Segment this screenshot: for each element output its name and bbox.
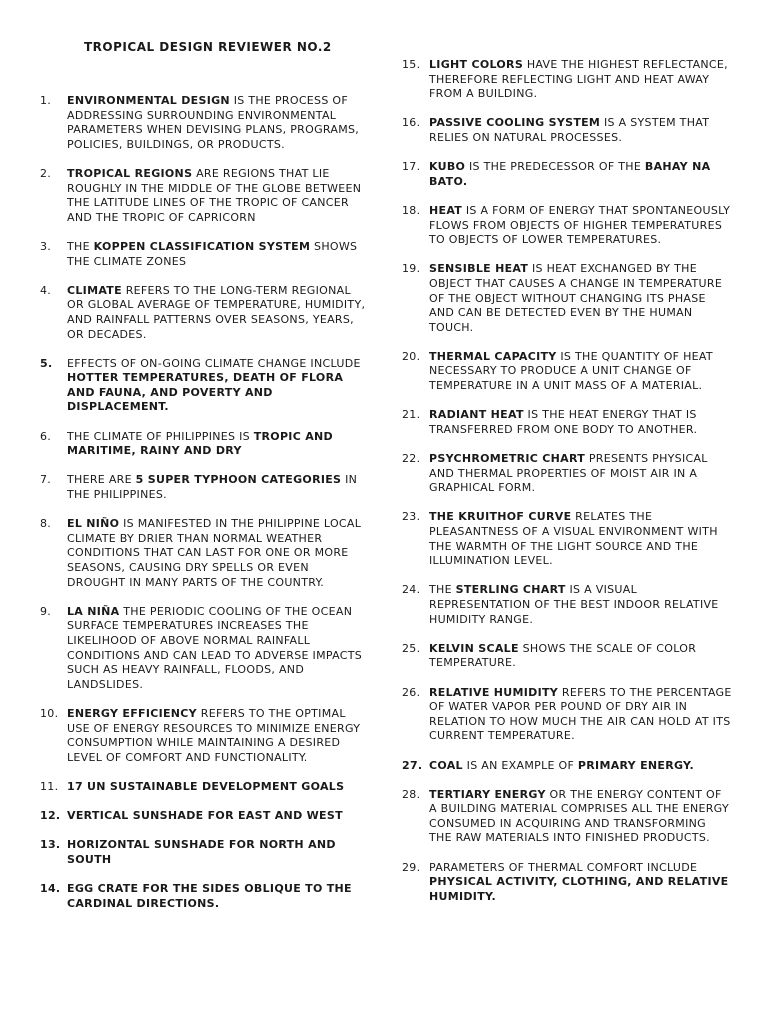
item-desc: IS MANIFESTED IN THE PHILIPPINE LOCAL CLIMATE BY DRIER THAN NORMAL WEATHER CONDITIONS THAT CAN LAST FOR ONE OR MORE SEASONS, CAUSING DRY SPELLS OR EVEN DROUGHT IN MANY PARTS OF THE COUNTRY. (67, 517, 362, 589)
list-item (402, 583, 732, 627)
item-text (67, 167, 370, 225)
item-text (67, 94, 370, 152)
item-term: LIGHT COLORS (429, 58, 524, 71)
item-term: PASSIVE COOLING SYSTEM (429, 116, 601, 130)
item-number: 6. (40, 429, 52, 443)
list-item (402, 686, 732, 744)
item-text (67, 809, 370, 824)
item-number: 3. (40, 239, 52, 253)
item-term: KELVIN SCALE (429, 641, 519, 655)
item-term: EGG CRATE FOR THE SIDES OBLIQUE TO THE CARDINAL DIRECTIONS. (67, 882, 352, 910)
list-item (40, 517, 370, 590)
list-item (40, 167, 370, 225)
list-item (402, 58, 732, 102)
item-number: 28. (402, 787, 421, 801)
list-item (40, 284, 370, 342)
item-desc: REFERS TO THE PERCENTAGE OF WATER VAPOR PER POUND OF DRY AIR IN RELATION TO HOW MUCH THE AIR CAN HOLD AT ITS CURRENT TEMPERATURE. (429, 685, 732, 743)
item-text (429, 642, 732, 671)
item-number: 8. (40, 517, 52, 531)
item-text (67, 605, 370, 693)
item-term: RADIANT HEAT (429, 408, 524, 422)
item-number: 22. (402, 452, 421, 466)
item-number: 11. (40, 779, 59, 793)
list-item (402, 759, 732, 774)
item-number: 5. (40, 356, 53, 370)
item-text (67, 780, 370, 795)
list-item (40, 882, 370, 911)
list-item (402, 350, 732, 394)
item-desc: IS AN EXAMPLE OF (462, 758, 578, 772)
item-term: LA NIÑA (67, 604, 120, 618)
item-text (429, 686, 732, 744)
item-text (429, 116, 732, 145)
item-number: 27. (402, 758, 423, 772)
list-item (40, 838, 370, 867)
item-pre: EFFECTS OF ON-GOING CLIMATE CHANGE INCLUDE (67, 356, 361, 370)
item-text (67, 357, 370, 415)
item-number: 23. (402, 510, 421, 524)
item-desc: SHOWS THE CLIMATE ZONES (67, 239, 358, 268)
item-term: PHYSICAL ACTIVITY, CLOTHING, AND RELATIVE HUMIDITY. (429, 875, 729, 903)
item-desc: IS HEAT EXCHANGED BY THE OBJECT THAT CAUSES A CHANGE IN TEMPERATURE OF THE OBJECT WITHOUT CHANGING ITS PHASE AND CAN BE DETECTED EVEN BY THE HUMAN TOUCH. (429, 262, 723, 334)
item-pre: THERE ARE (67, 473, 136, 487)
item-term: EL NIÑO (67, 517, 120, 531)
document-title: TROPICAL DESIGN REVIEWER NO.2 (84, 40, 332, 54)
item-number: 15. (402, 58, 421, 71)
list-item (402, 116, 732, 145)
list-item (40, 430, 370, 459)
right-column (402, 58, 732, 904)
item-pre: THE (67, 239, 94, 253)
item-term: KUBO (429, 160, 466, 174)
item-desc: REFERS TO THE LONG-TERM REGIONAL OR GLOBAL AVERAGE OF TEMPERATURE, HUMIDITY, AND RAINFALL PATTERNS OVER SEASONS, YEARS, OR DECADES. (67, 283, 366, 341)
item-desc: OR THE ENERGY CONTENT OF A BUILDING MATERIAL COMPRISES ALL THE ENERGY CONSUMED IN ACQUIRING AND TRANSFORMING THE RAW MATERIALS INTO FINISHED PRODUCTS. (429, 787, 729, 845)
item-text (429, 58, 732, 102)
item-text (429, 408, 732, 437)
item-desc: IS A SYSTEM THAT RELIES ON NATURAL PROCESSES. (429, 116, 710, 144)
item-pre: THE (429, 583, 456, 597)
item-text (67, 430, 370, 459)
item-text (67, 707, 370, 765)
item-term: THE KRUITHOF CURVE (429, 510, 572, 524)
item-pre: THE CLIMATE OF PHILIPPINES IS (67, 429, 254, 443)
item-number: 9. (40, 604, 52, 618)
list-item (40, 605, 370, 693)
item-number: 20. (402, 349, 421, 363)
item-desc: IS THE PROCESS OF ADDRESSING SURROUNDING ENVIRONMENTAL PARAMETERS WHEN DEVISING PLANS, PROGRAMS, POLICIES, BUILDINGS, OR PRODUCTS. (67, 94, 360, 151)
list-item (40, 240, 370, 269)
item-term-secondary: BAHAY NA BATO. (429, 160, 711, 188)
list-item (40, 780, 370, 795)
item-desc: IS A VISUAL REPRESENTATION OF THE BEST INDOOR RELATIVE HUMIDITY RANGE. (429, 583, 719, 626)
item-desc: THE PERIODIC COOLING OF THE OCEAN SURFACE TEMPERATURES INCREASES THE LIKELIHOOD OF ABOVE NORMAL RAINFALL CONDITIONS AND CAN LEAD TO ADVERSE IMPACTS SUCH AS HEAVY RAINFALL, FLOODS, AND LANDSLIDES. (67, 604, 363, 691)
left-column (40, 94, 370, 911)
item-desc: IN THE PHILIPPINES. (67, 473, 358, 502)
item-number: 12. (40, 809, 61, 823)
list-item (402, 262, 732, 335)
item-text (429, 583, 732, 627)
item-number: 1. (40, 94, 52, 107)
item-number: 4. (40, 283, 52, 297)
item-number: 14. (40, 882, 61, 896)
item-text (67, 882, 370, 911)
item-desc: SHOWS THE SCALE OF COLOR TEMPERATURE. (429, 641, 697, 670)
item-number: 2. (40, 166, 52, 180)
item-term: KOPPEN CLASSIFICATION SYSTEM (93, 239, 311, 253)
item-term: RELATIVE HUMIDITY (429, 685, 559, 699)
item-number: 24. (402, 583, 421, 597)
item-number: 26. (402, 685, 421, 699)
item-desc: ARE REGIONS THAT LIE ROUGHLY IN THE MIDDLE OF THE GLOBE BETWEEN THE LATITUDE LINES OF THE TROPIC OF CANCER AND THE TROPIC OF CAPRICORN (67, 166, 362, 224)
item-number: 13. (40, 838, 61, 852)
item-term: STERLING CHART (455, 583, 566, 597)
item-term: HORIZONTAL SUNSHADE FOR NORTH AND SOUTH (67, 838, 336, 866)
item-text (429, 759, 732, 774)
item-term: HOTTER TEMPERATURES, DEATH OF FLORA AND FAUNA, AND POVERTY AND DISPLACEMENT. (67, 371, 344, 414)
item-text (429, 204, 732, 248)
item-term: ENVIRONMENTAL DESIGN (67, 94, 230, 107)
list-item (402, 408, 732, 437)
item-number: 16. (402, 116, 421, 130)
list-item (402, 510, 732, 568)
item-text (429, 452, 732, 496)
item-text (67, 838, 370, 867)
item-desc: HAVE THE HIGHEST REFLECTANCE, THEREFORE REFLECTING LIGHT AND HEAT AWAY FROM A BUILDING. (429, 58, 728, 101)
item-term-secondary: PRIMARY ENERGY. (577, 758, 694, 772)
list-item (40, 707, 370, 765)
item-term: HEAT (429, 203, 463, 217)
item-pre: PARAMETERS OF THERMAL COMFORT INCLUDE (429, 860, 698, 874)
item-number: 18. (402, 203, 421, 217)
item-number: 17. (402, 160, 421, 174)
item-term: VERTICAL SUNSHADE FOR EAST AND WEST (67, 809, 343, 823)
item-term: ENERGY EFFICIENCY (67, 706, 197, 720)
item-text (429, 788, 732, 846)
item-number: 25. (402, 641, 421, 655)
item-term: TROPICAL REGIONS (67, 166, 193, 180)
item-desc: RELATES THE PLEASANTNESS OF A VISUAL ENVIRONMENT WITH THE WARMTH OF THE LIGHT SOURCE AND THE ILLUMINATION LEVEL. (429, 510, 718, 568)
item-term: TROPIC AND MARITIME, RAINY AND DRY (67, 429, 333, 458)
list-item (40, 357, 370, 415)
item-desc: PRESENTS PHYSICAL AND THERMAL PROPERTIES OF MOIST AIR IN A GRAPHICAL FORM. (429, 452, 708, 495)
item-number: 21. (402, 408, 421, 422)
item-term: THERMAL CAPACITY (429, 349, 557, 363)
item-desc: IS THE QUANTITY OF HEAT NECESSARY TO PRODUCE A UNIT CHANGE OF TEMPERATURE IN A UNIT MASS OF A MATERIAL. (429, 349, 713, 393)
item-desc: IS A FORM OF ENERGY THAT SPONTANEOUSLY FLOWS FROM OBJECTS OF HIGHER TEMPERATURES TO OBJECTS OF LOWER TEMPERATURES. (429, 203, 731, 247)
item-number: 29. (402, 860, 421, 874)
item-term: PSYCHROMETRIC CHART (429, 452, 586, 466)
item-term: SENSIBLE HEAT (429, 262, 529, 276)
item-term: COAL (429, 758, 463, 772)
list-item (402, 452, 732, 496)
item-number: 19. (402, 262, 421, 276)
item-text (429, 160, 732, 189)
list-item (402, 861, 732, 905)
list-item (402, 204, 732, 248)
item-text (67, 473, 370, 502)
item-text (67, 240, 370, 269)
item-term: CLIMATE (67, 283, 122, 297)
item-text (429, 510, 732, 568)
item-term: TERTIARY ENERGY (429, 787, 546, 801)
item-desc: IS THE PREDECESSOR OF THE (465, 160, 645, 174)
item-number: 7. (40, 473, 52, 487)
item-number: 10. (40, 706, 59, 720)
item-text (429, 262, 732, 335)
item-text (67, 284, 370, 342)
list-item (402, 642, 732, 671)
item-desc: IS THE HEAT ENERGY THAT IS TRANSFERRED FROM ONE BODY TO ANOTHER. (429, 408, 698, 436)
list-item (40, 809, 370, 824)
list-item (402, 788, 732, 846)
list-item (40, 94, 370, 152)
item-desc: REFERS TO THE OPTIMAL USE OF ENERGY RESOURCES TO MINIMIZE ENERGY CONSUMPTION WHILE MAINTAINING A DESIRED LEVEL OF COMFORT AND FUNCTIONALITY. (67, 706, 361, 764)
item-term: 17 UN SUSTAINABLE DEVELOPMENT GOALS (67, 779, 345, 793)
item-text (429, 350, 732, 394)
item-text (67, 517, 370, 590)
item-text (429, 861, 732, 905)
item-term: 5 SUPER TYPHOON CATEGORIES (135, 473, 342, 487)
list-item (40, 473, 370, 502)
list-item (402, 160, 732, 189)
